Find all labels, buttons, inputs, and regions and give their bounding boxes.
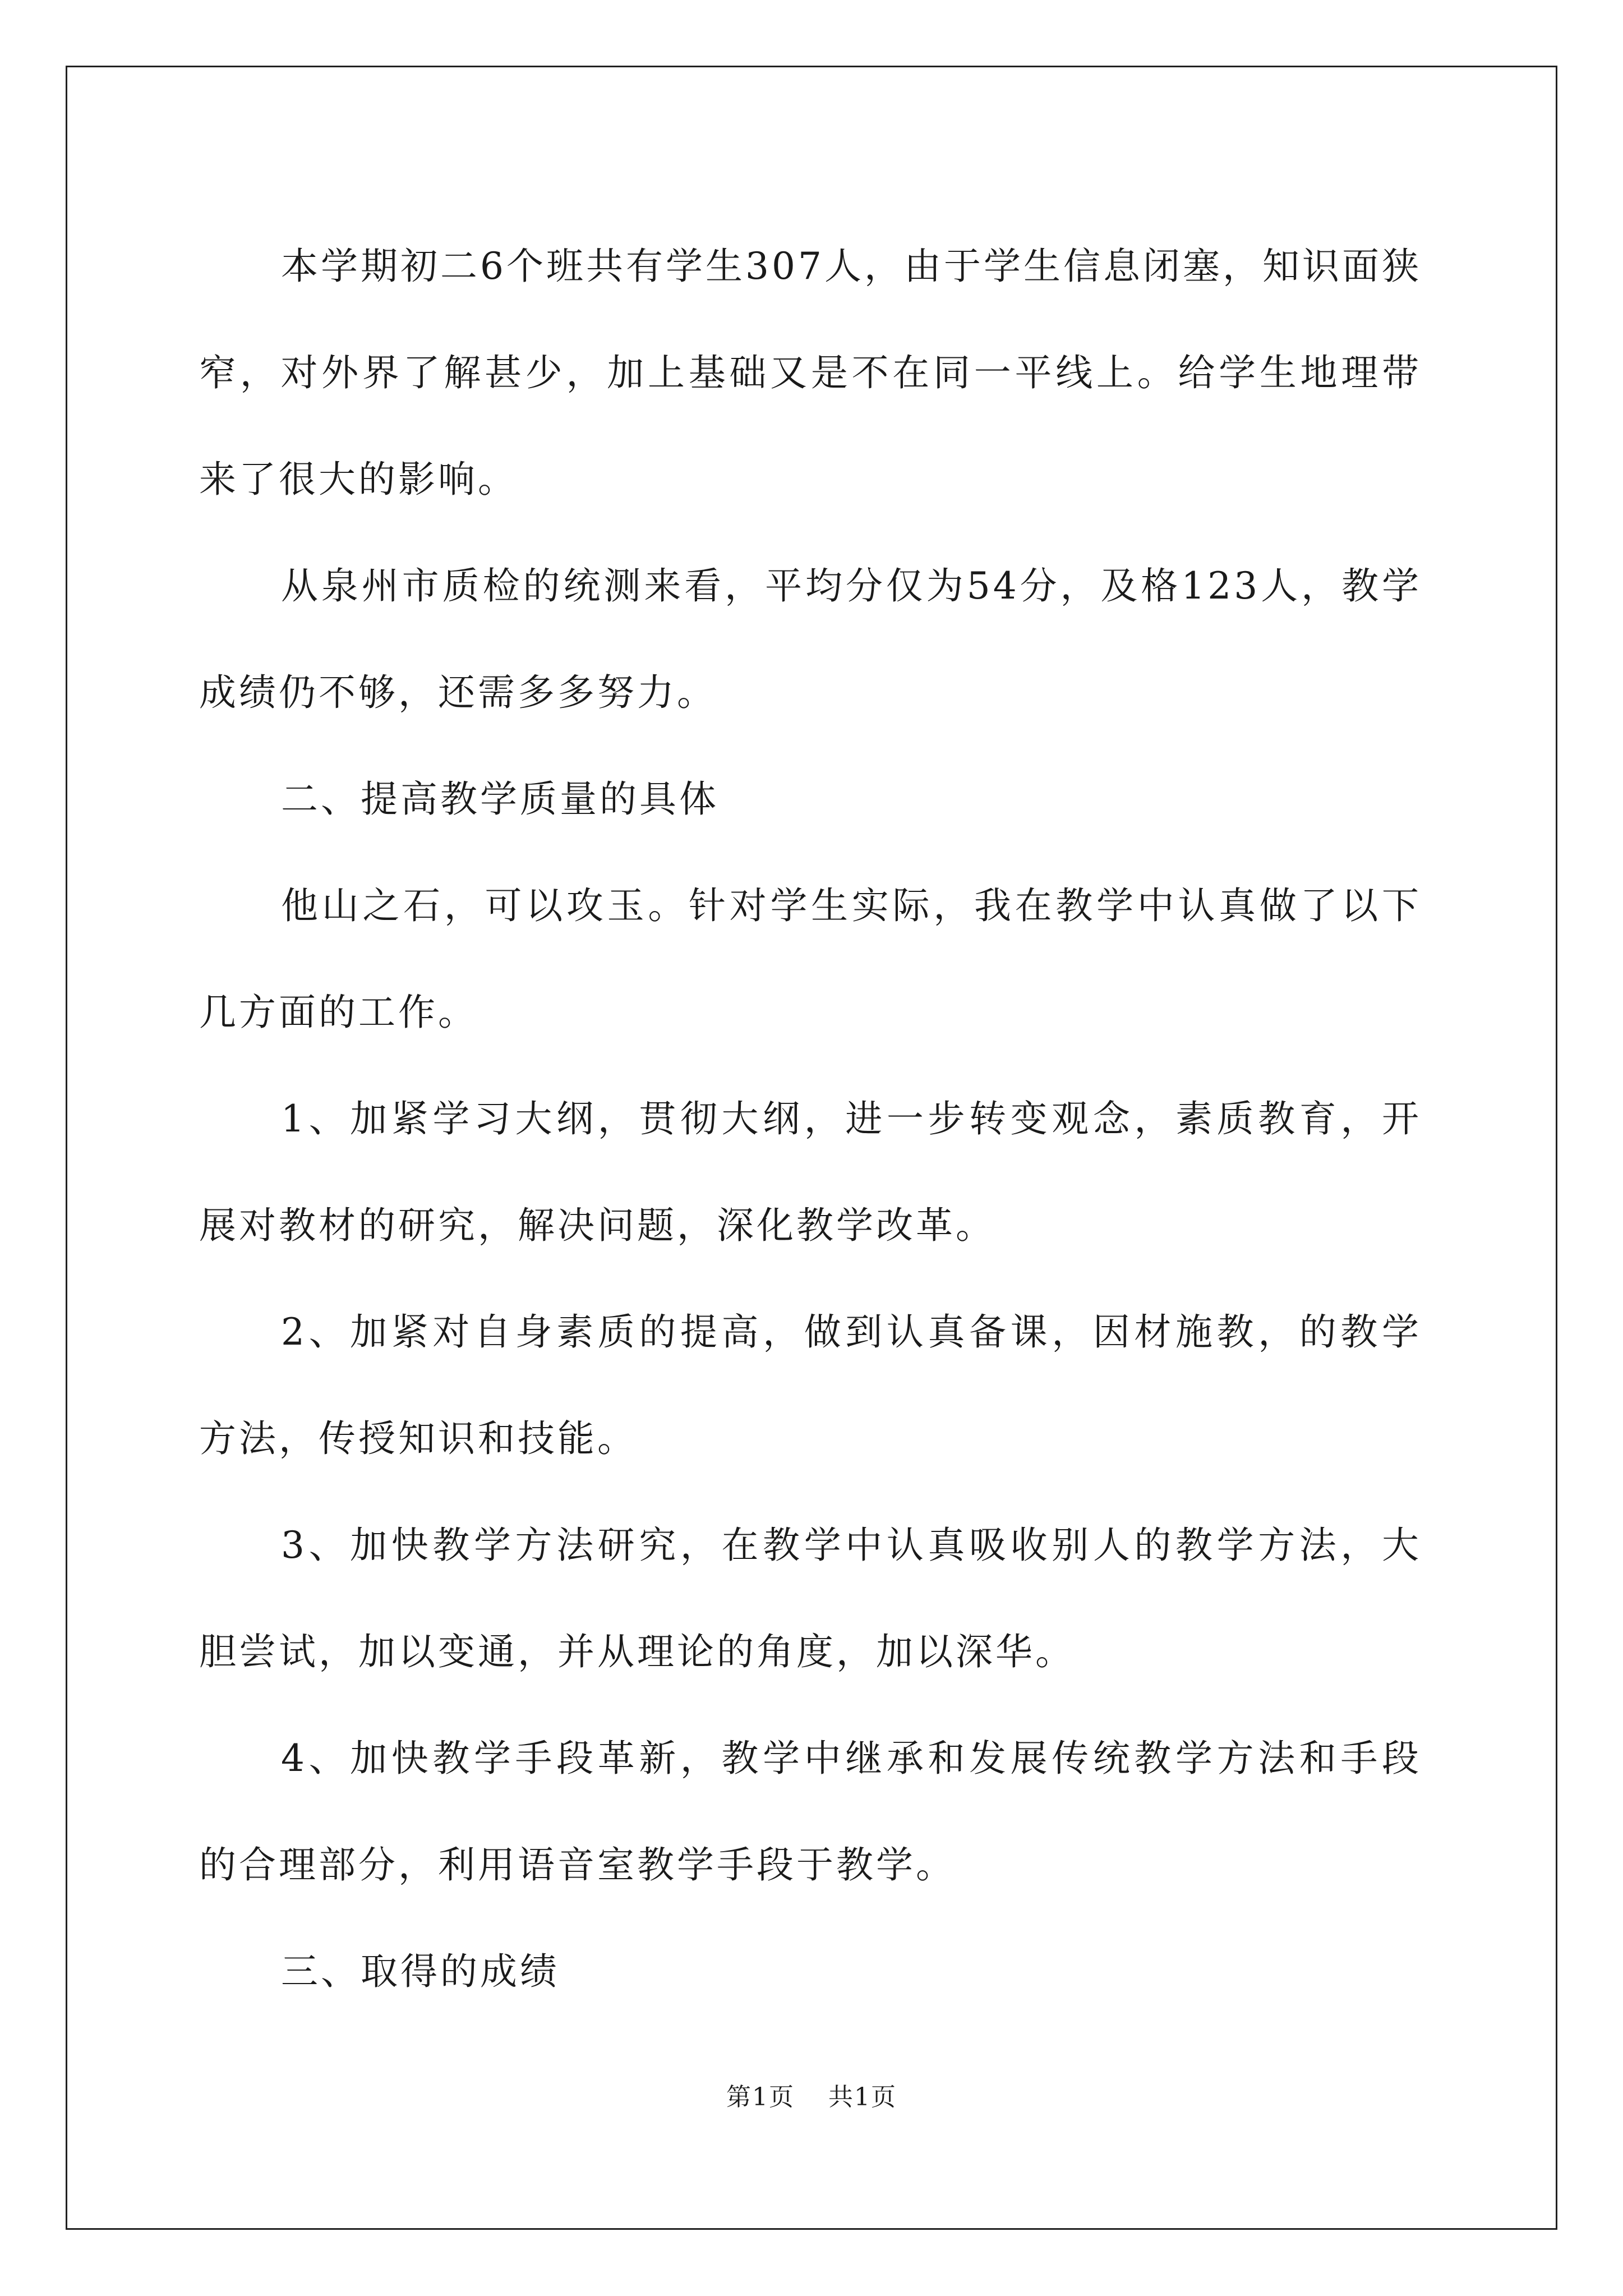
page-footer: [0, 2077, 1623, 2113]
section-heading-improve-quality: 二、提高教学质量的具体: [281, 777, 719, 821]
section-heading-achievements: 三、取得的成绩: [281, 1950, 560, 1993]
list-item-1: 1、加紧学习大纲，贯彻大纲，进一步转变观念，素质教育，开展对教材的研究，解决问题，深化教学改革。: [199, 1097, 1422, 1247]
list-item-3: 3、加快教学方法研究，在教学中认真吸收别人的教学方法，大胆尝试，加以变通，并从理论的角度，加以深华。: [199, 1524, 1422, 1673]
paragraph-work-intro: 他山之石，可以攻玉。针对学生实际，我在教学中认真做了以下几方面的工作。: [199, 884, 1422, 1034]
paragraph-exam-results: 从泉州市质检的统测来看，平均分仅为54分，及格123人，教学成绩仍不够，还需多多努力。: [199, 564, 1422, 714]
document-body: [199, 213, 1422, 2025]
list-item-4: 4、加快教学手段革新，教学中继承和发展传统教学方法和手段的合理部分，利用语音室教学手段于教学。: [199, 1737, 1422, 1887]
page-total: 共1页: [828, 2083, 897, 2111]
list-item-2: 2、加紧对自身素质的提高，做到认真备课，因材施教，的教学方法，传授知识和技能。: [199, 1310, 1422, 1460]
page-number: 第1页: [726, 2083, 795, 2111]
paragraph-student-situation: 本学期初二6个班共有学生307人，由于学生信息闭塞，知识面狭窄，对外界了解甚少，加上基础又是不在同一平线上。给学生地理带来了很大的影响。: [199, 245, 1422, 501]
